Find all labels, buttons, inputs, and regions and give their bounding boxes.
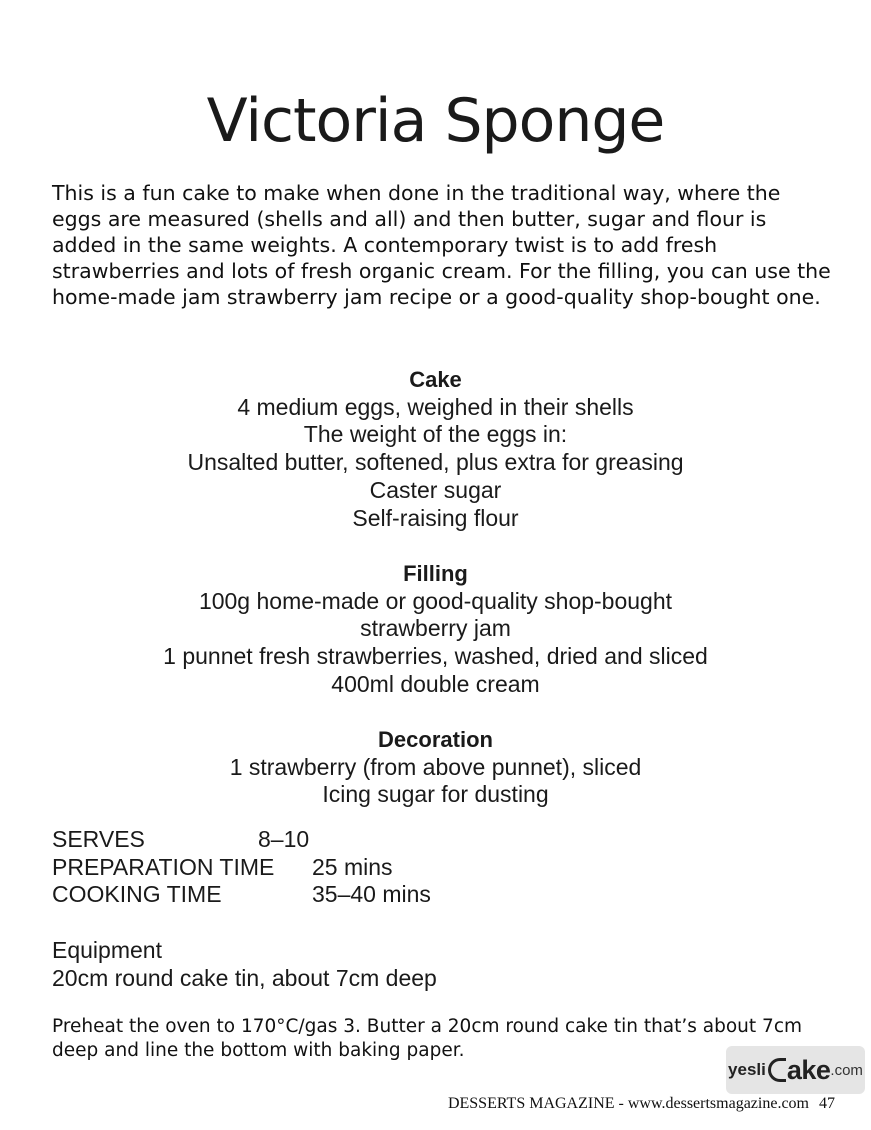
method-paragraph: Preheat the oven to 170°C/gas 3. Butter a 20cm round cake tin that’s about 7cm deep and line the bottom with baking paper. <box>52 1016 803 1061</box>
ingredient-item: Caster sugar <box>369 476 502 503</box>
cook-time-label: COOKING TIME <box>52 881 222 907</box>
watermark-part: ake <box>786 1054 831 1085</box>
serves-value: 8–10 <box>258 826 310 852</box>
watermark-logo <box>726 1046 865 1094</box>
ingredient-item: The weight of the eggs in: <box>303 421 568 448</box>
footer-text: DESSERTS MAGAZINE - www.dessertsmagazine.com <box>447 1095 809 1112</box>
ingredient-item: 1 strawberry (from above punnet), sliced <box>229 753 642 780</box>
ingredient-item: Icing sugar for dusting <box>322 781 549 808</box>
cook-time-row <box>52 881 652 909</box>
recipe-info <box>52 826 652 909</box>
prep-time-row <box>52 854 652 882</box>
prep-time-label: PREPARATION TIME <box>52 853 275 880</box>
ingredient-item: strawberry jam <box>360 615 511 642</box>
equipment-text: 20cm round cake tin, about 7cm deep <box>52 964 437 991</box>
equipment-heading: Equipment <box>52 937 162 963</box>
page-number: 47 <box>819 1095 835 1112</box>
cake-ingredients <box>0 366 871 532</box>
ingredient-item: 1 punnet fresh strawberries, washed, dried and sliced <box>163 643 708 670</box>
ingredient-item: 400ml double cream <box>331 670 540 697</box>
watermark-part: yesli <box>728 1060 766 1079</box>
watermark-part: .com <box>830 1061 863 1079</box>
equipment-section <box>52 937 752 992</box>
ingredient-item: Self-raising flour <box>352 504 519 531</box>
cake-icon <box>768 1058 786 1082</box>
decoration-ingredients <box>0 726 871 809</box>
serves-row <box>52 826 652 854</box>
serves-label: SERVES <box>52 826 145 852</box>
ingredient-item: 100g home-made or good-quality shop-bought <box>198 587 673 614</box>
page-footer <box>448 1095 835 1113</box>
filling-ingredients <box>0 560 871 699</box>
intro-paragraph: This is a fun cake to make when done in the traditional way, where the eggs are measured (shells and all) and then butter, sugar and flour is added in the same weights. A contemporary twist is to add fresh strawberries and lots of fresh organic cream. For the filling, you can use the home-made jam strawberry jam recipe or a good-quality shop-bought one. <box>52 181 831 309</box>
ingredient-item: 4 medium eggs, weighed in their shells <box>237 393 634 420</box>
page-title: Victoria Sponge <box>206 86 665 156</box>
cake-heading: Cake <box>409 367 462 392</box>
prep-time-value: 25 mins <box>312 853 393 880</box>
cook-time-value: 35–40 mins <box>312 881 431 907</box>
ingredient-item: Unsalted butter, softened, plus extra for greasing <box>187 449 684 476</box>
decoration-heading: Decoration <box>378 727 493 752</box>
filling-heading: Filling <box>403 561 468 586</box>
